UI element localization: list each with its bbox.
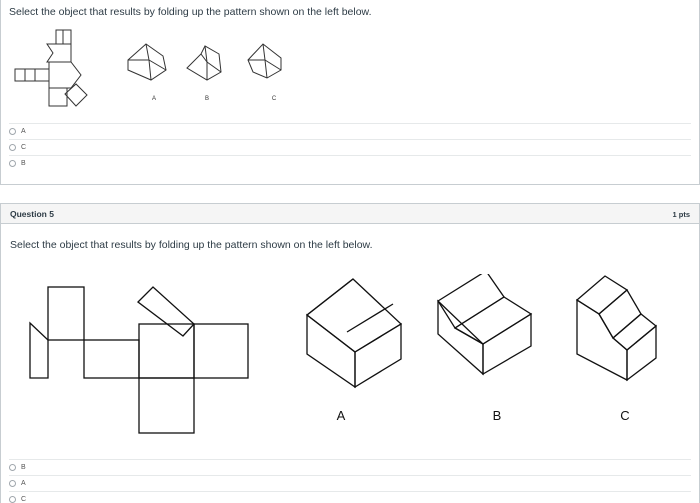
q4-pattern-net [15, 30, 87, 106]
q4-label-c: C [271, 96, 277, 102]
radio-button[interactable] [9, 496, 16, 503]
q5-label-c: C [620, 408, 630, 423]
divider [9, 459, 691, 460]
question-4-figures [1, 22, 700, 122]
question-header [1, 204, 699, 224]
divider [9, 155, 691, 156]
radio-button[interactable] [9, 128, 16, 135]
divider [9, 491, 691, 492]
q4-label-b: B [204, 96, 210, 102]
q5-object-c [577, 276, 656, 380]
divider [9, 475, 691, 476]
q4-answer-option[interactable] [9, 123, 26, 139]
answer-label: A [21, 127, 26, 135]
question-points: 1 pts [672, 210, 690, 219]
answer-label: C [21, 143, 27, 151]
answer-label: C [21, 495, 27, 503]
q4-answer-option[interactable] [9, 139, 26, 155]
q4-answer-option[interactable] [9, 155, 26, 171]
answer-label: A [21, 479, 26, 487]
divider [9, 139, 691, 140]
q5-object-a [307, 279, 401, 387]
q5-answer-option[interactable] [9, 491, 26, 503]
radio-button[interactable] [9, 464, 16, 471]
divider [9, 123, 691, 124]
answer-label: B [21, 159, 26, 167]
radio-button[interactable] [9, 480, 16, 487]
question-4-panel [0, 0, 700, 185]
radio-button[interactable] [9, 160, 16, 167]
question-5-figures [1, 274, 700, 434]
q4-object-c [248, 44, 281, 78]
q5-object-b [438, 274, 531, 374]
q5-pattern-net [30, 287, 248, 433]
question-title: Question 5 [10, 209, 54, 219]
q4-object-b [187, 46, 221, 80]
q5-answer-option[interactable] [9, 475, 26, 491]
q4-object-a [128, 44, 166, 80]
question-5-prompt: Select the object that results by folding up the pattern shown on the left below. [10, 239, 373, 251]
q5-label-b: B [492, 408, 502, 423]
q5-label-a: A [336, 408, 346, 423]
question-4-prompt: Select the object that results by folding up the pattern shown on the left below. [9, 6, 372, 18]
q5-answer-option[interactable] [9, 459, 26, 475]
answer-label: B [21, 463, 26, 471]
q4-label-a: A [151, 96, 157, 102]
radio-button[interactable] [9, 144, 16, 151]
question-5-panel [0, 203, 700, 503]
